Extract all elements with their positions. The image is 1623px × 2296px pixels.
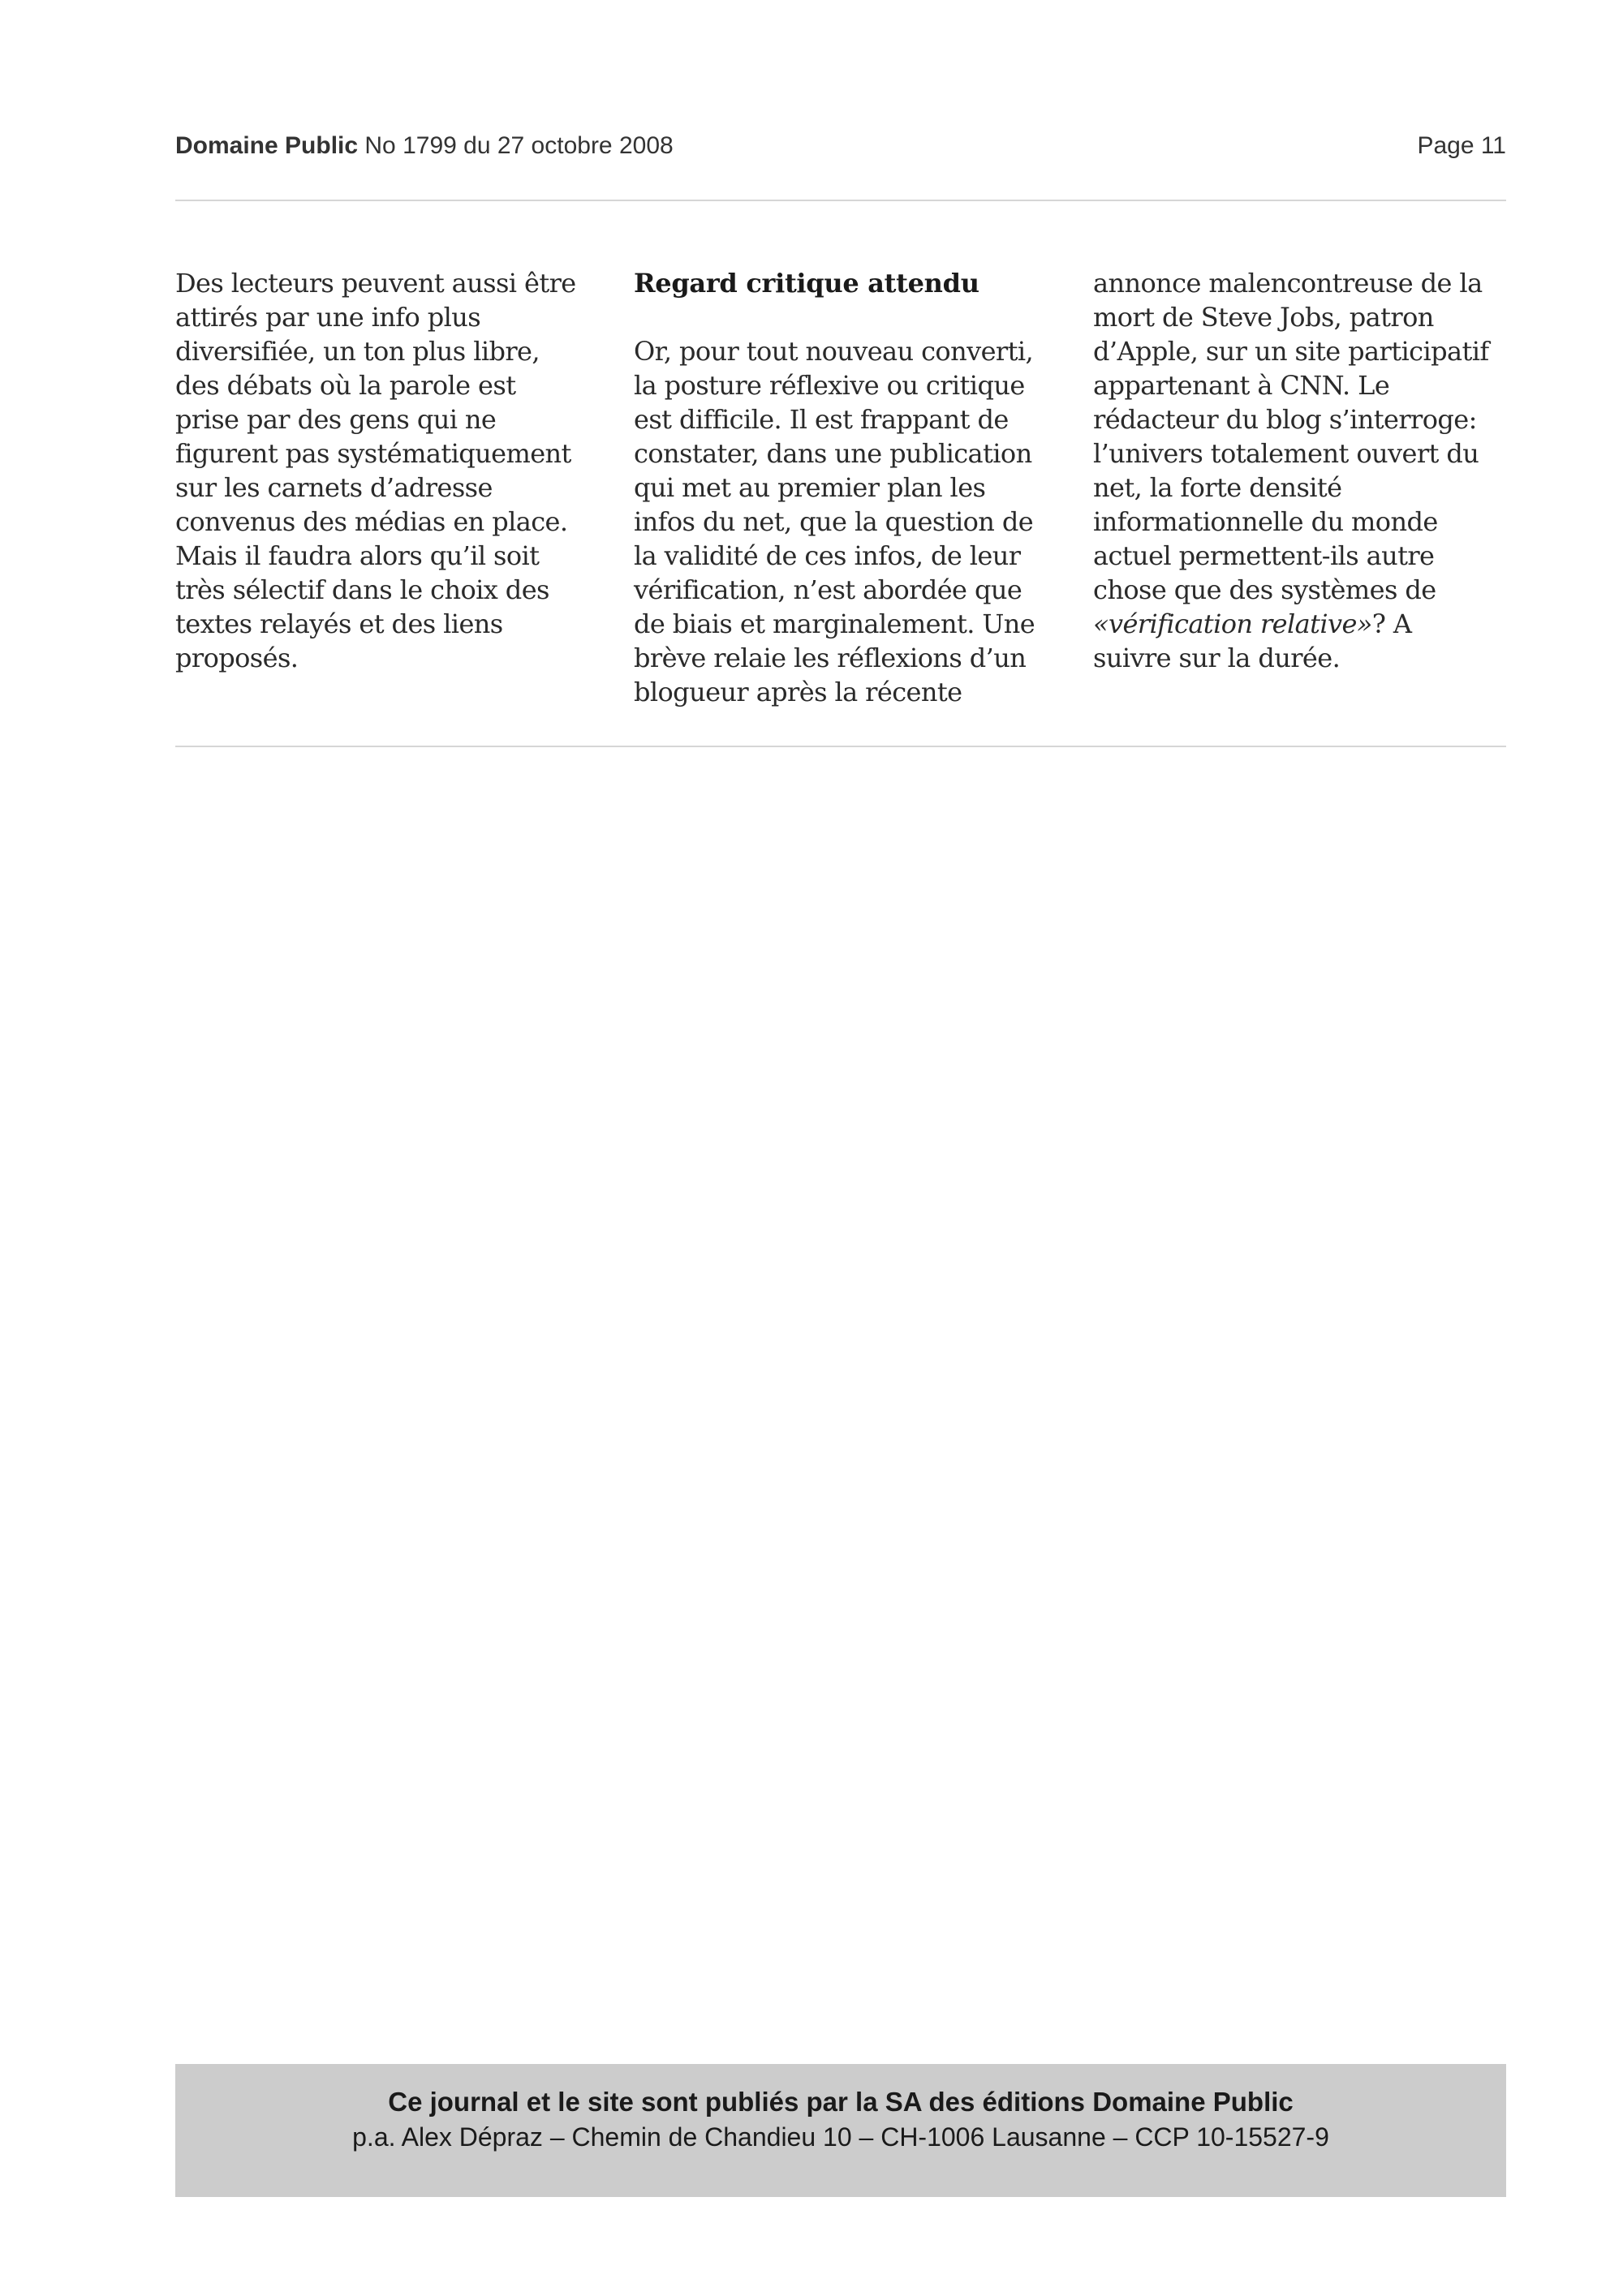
text-line: vérification, n’est abordée que [634,574,1022,605]
header-divider [175,200,1506,201]
text-line: rédacteur du blog s’interroge: [1093,404,1477,435]
text-line: appartenant à CNN. Le [1093,370,1390,401]
text-line: suivre sur la durée. [1093,643,1341,673]
text-line: la posture réflexive ou critique [634,370,1025,401]
text-line: Mais il faudra alors qu’il soit [175,540,540,571]
article-column-2 [634,266,1056,709]
text-line: des débats où la parole est [175,370,516,401]
text-line: informationnelle du monde [1093,506,1438,537]
text-line: sur les carnets d’adresse [175,472,493,503]
article-column-1 [175,266,597,675]
text-line: de biais et marginalement. Une [634,608,1035,639]
text-line: l’univers totalement ouvert du [1093,438,1479,469]
footer-publisher-line: Ce journal et le site sont publiés par la SA des éditions Domaine Public [388,2087,1294,2117]
text-line: net, la forte densité [1093,472,1342,503]
text-line: qui met au premier plan les [634,472,986,503]
text-line: d’Apple, sur un site participatif [1093,336,1489,367]
text-line: convenus des médias en place. [175,506,568,537]
text-line: est difficile. Il est frappant de [634,404,1009,435]
text-line: chose que des systèmes de [1093,574,1436,605]
page-header [175,132,1506,173]
page-number: Page 11 [1417,132,1506,159]
text-line: figurent pas systématiquement [175,438,571,469]
text-line: attirés par une info plus [175,302,481,333]
text-line: très sélectif dans le choix des [175,574,549,605]
section-heading: Regard critique attendu [634,268,979,299]
text-fragment: ? A [1371,608,1412,639]
article-end-divider [175,746,1506,747]
text-line: brève relaie les réflexions d’un [634,643,1027,673]
text-line: proposés. [175,643,299,673]
footer-address-line: p.a. Alex Dépraz – Chemin de Chandieu 10 – CH-1006 Lausanne – CCP 10-15527-9 [352,2122,1329,2152]
text-line: actuel permettent-ils autre [1093,540,1435,571]
text-line: Or, pour tout nouveau converti, [634,336,1034,367]
text-line-quote [1093,607,1515,641]
text-line: prise par des gens qui ne [175,404,497,435]
publisher-footer [175,2064,1506,2197]
italic-quote: «vérification relative» [1093,608,1372,639]
text-line: blogueur après la récente [634,677,962,707]
text-line: constater, dans une publication [634,438,1032,469]
issue-info: No 1799 du 27 octobre 2008 [364,132,674,159]
text-line: annonce malencontreuse de la [1093,268,1483,299]
text-line: textes relayés et des liens [175,608,503,639]
publication-name: Domaine Public [175,132,359,159]
text-line: Des lecteurs peuvent aussi être [175,268,576,299]
text-line: diversifiée, un ton plus libre, [175,336,540,367]
text-line: mort de Steve Jobs, patron [1093,302,1434,333]
text-line: infos du net, que la question de [634,506,1034,537]
article-column-3 [1093,266,1515,675]
text-line: la validité de ces infos, de leur [634,540,1021,571]
